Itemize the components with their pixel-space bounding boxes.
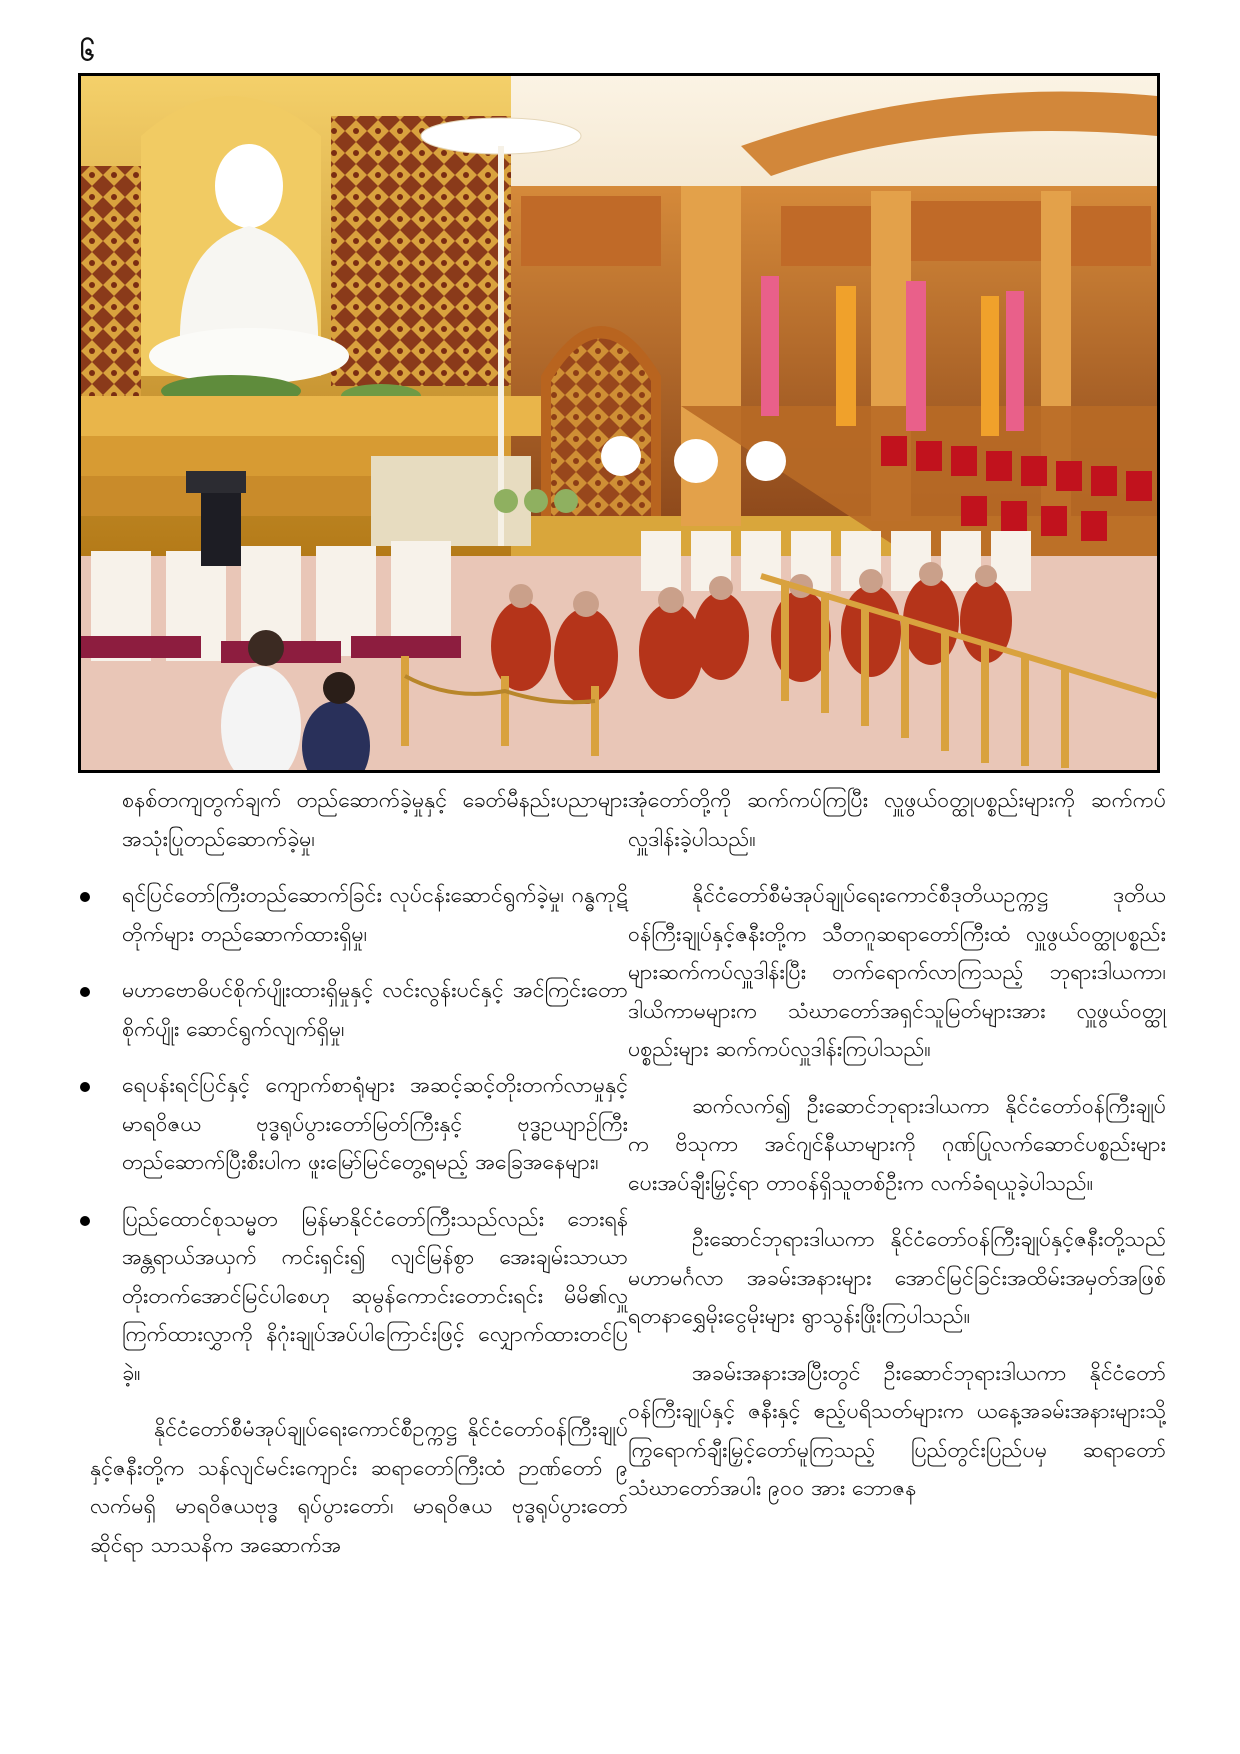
right-paragraph: ဆက်လက်၍ ဦးဆောင်ဘုရားဒါယကာ နိုင်ငံတော်ဝန်ကြီးချုပ်က ဗိသုကာ အင်ဂျင်နီယာများကို ဂုဏ်ပြုလက်ဆောင်ပစ္စည်းများ ပေးအပ်ချီးမြှင့်ရာ တာဝန်ရှိသူတစ်ဦးက လက်ခံရယူခဲ့ပါသည်။	[628, 1093, 1166, 1196]
bullet-item	[90, 1201, 628, 1394]
left-continuation-text: စနစ်တကျတွက်ချက် တည်ဆောက်ခဲ့မှုနှင့် ခေတ်မီနည်းပညာများ အသုံးပြုတည်ဆောက်ခဲ့မှု၊	[122, 788, 628, 852]
right-paragraph: နိုင်ငံတော်စီမံအုပ်ချုပ်ရေးကောင်စီဒုတိယဥက္ကဋ္ဌ ဒုတိယဝန်ကြီးချုပ်နှင့်ဇနီးတို့က သီတဂူဆရာတော်ကြီးထံ လှူဖွယ်ဝတ္ထုပစ္စည်းများဆက်ကပ်လှူဒါန်းပြီး တက်ရောက်လာကြသည့် ဘုရားဒါယကာ၊ ဒါယိကာမများက သံဃာတော်အရှင်သူမြတ်များအား လှူဖွယ်ဝတ္ထုပစ္စည်းများ ဆက်ကပ်လှူဒါန်းကြပါသည်။	[628, 883, 1166, 1062]
bullet-item	[90, 877, 628, 954]
photo-ceremony-hall	[81, 76, 1157, 770]
bullet-item	[90, 1067, 628, 1183]
left-paragraph: နိုင်ငံတော်စီမံအုပ်ချုပ်ရေးကောင်စီဥက္ကဋ္ဌ နိုင်ငံတော်ဝန်ကြီးချုပ်နှင့်ဇနီးတို့က သန်လျင်မင်းကျောင်း ဆရာတော်ကြီးထံ ဉာဏ်တော် ၉ လက်မရှိ မာရဝိဇယဗုဒ္ဓ ရုပ်ပွားတော်၊ မာရဝိဇယ ဗုဒ္ဓရုပ်ပွားတော်ဆိုင်ရာ သာသနိက အဆောက်အ	[90, 1417, 628, 1558]
bullet-icon	[80, 1216, 90, 1226]
bullet-icon	[80, 987, 90, 997]
right-column	[628, 782, 1166, 1527]
bullet-item	[90, 972, 628, 1049]
right-paragraph: ဦးဆောင်ဘုရားဒါယကာ နိုင်ငံတော်ဝန်ကြီးချုပ်နှင့်ဇနီးတို့သည် မဟာမင်္ဂလာ အခမ်းအနားများ အောင်မြင်ခြင်းအထိမ်းအမှတ်အဖြစ် ရတနာရွှေမိုးငွေမိုးများ ရွာသွန်းဖြိုးကြပါသည်။	[628, 1227, 1166, 1329]
page-number: ၆	[80, 37, 95, 67]
left-column	[90, 782, 628, 1583]
bullet-text: ရေပန်းရင်ပြင်နှင့် ကျောက်စာရုံများ အဆင့်ဆင့်တိုးတက်လာမှုနှင့် မာရဝိဇယ ဗုဒ္ဓရုပ်ပွားတော်မြတ်ကြီးနှင့် ဗုဒ္ဓဥယျာဉ်ကြီးတည်ဆောက်ပြီးစီးပါက ဖူးမြော်မြင်တွေ့ရမည့် အခြေအနေများ၊	[122, 1073, 628, 1175]
bullet-text: ရင်ပြင်တော်ကြီးတည်ဆောက်ခြင်း လုပ်ငန်းဆောင်ရွက်ခဲ့မှု၊ ဂန္ဓကုဋိတိုက်များ တည်ဆောက်ထားရှိမှု၊	[122, 883, 628, 947]
bullet-icon	[80, 1082, 90, 1092]
right-continuation-text: အုံတော်တို့ကို ဆက်ကပ်ကြပြီး လှူဖွယ်ဝတ္ထုပစ္စည်းများကို ဆက်ကပ်လှူဒါန်းခဲ့ပါသည်။	[628, 788, 1166, 852]
bullet-text: မဟာဗောဓိပင်စိုက်ပျိုးထားရှိမှုနှင့် လင်းလွန်းပင်နှင့် အင်ကြင်းတောစိုက်ပျိုး ဆောင်ရွက်လျက်ရှိမှု၊	[122, 978, 628, 1042]
bullet-text: ပြည်ထောင်စုသမ္မတ မြန်မာနိုင်ငံတော်ကြီးသည်လည်း ဘေးရန်အန္တရာယ်အယှက် ကင်းရှင်း၍ လျင်မြန်စွာ အေးချမ်းသာယာ တိုးတက်အောင်မြင်ပါစေဟု ဆုမွန်ကောင်းတောင်းရင်း မိမိ၏လှူကြက်ထားလွှာကို နိဂုံးချုပ်အပ်ပါကြောင်းဖြင့် လျှောက်ထားတင်ပြခဲ့။	[122, 1206, 628, 1386]
bullet-icon	[80, 892, 90, 902]
right-paragraph: အခမ်းအနားအပြီးတွင် ဦးဆောင်ဘုရားဒါယကာ နိုင်ငံတော်ဝန်ကြီးချုပ်နှင့် ဇနီးနှင့် ဧည့်ပရိသတ်များက ယနေ့အခမ်းအနားများသို့ ကြွရောက်ချီးမြှင့်တော်မူကြသည့် ပြည်တွင်းပြည်ပမှ ဆရာတော် သံဃာတော်အပါး ၉၀၀ အား ဘောဇန	[628, 1360, 1166, 1501]
ceremony-photo	[78, 73, 1160, 773]
